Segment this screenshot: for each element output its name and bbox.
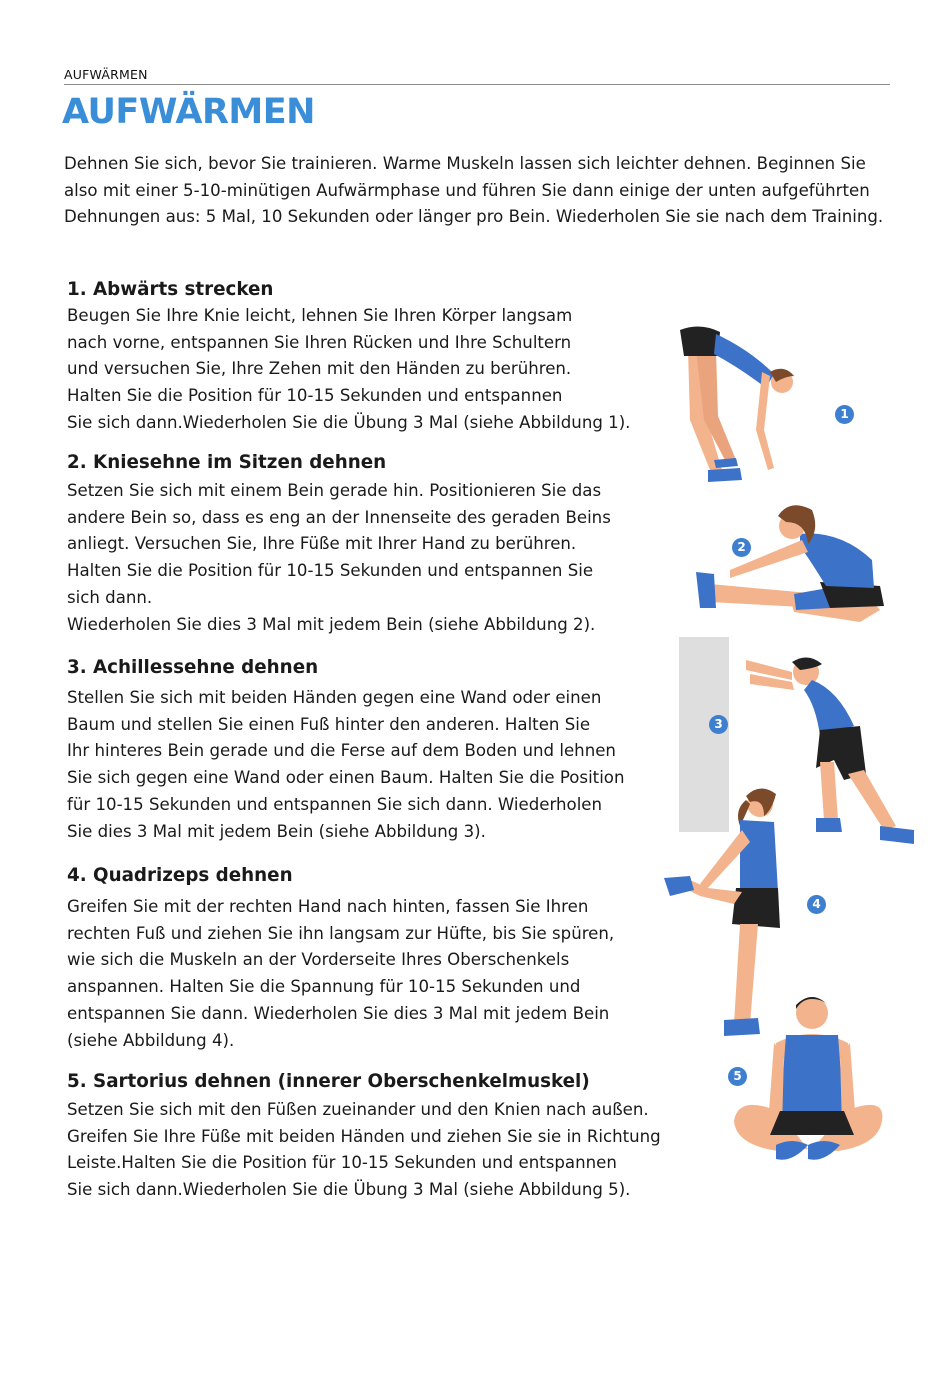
step-1-title: 1. Abwärts strecken — [67, 279, 274, 300]
figure-2-badge: 2 — [732, 538, 751, 557]
step-5-title: 5. Sartorius dehnen (innerer Oberschenkelmuskel) — [67, 1071, 590, 1092]
butterfly-stretch-illustration — [728, 985, 888, 1170]
page-title: AUFWÄRMEN — [62, 92, 315, 132]
running-header: AUFWÄRMEN — [64, 67, 148, 82]
figure-4-badge: 4 — [807, 895, 826, 914]
forward-bend-illustration — [670, 320, 800, 500]
figure-3-badge: 3 — [709, 715, 728, 734]
step-3-body: Stellen Sie sich mit beiden Händen gegen eine Wand oder einen Baum und stellen Sie einen Fuß hinter den anderen. Halten Sie Ihr hinteres Bein gerade und die Ferse auf dem Boden und lehnen Sie sich gegen eine Wand oder einen Baum. Halten Sie die Position für 10-15 Sekunden und entspannen Sie sich dann. Wiederholen Sie dies 3 Mal mit jedem Bein (siehe Abbildung 3). — [67, 688, 625, 841]
intro-paragraph: Dehnen Sie sich, bevor Sie trainieren. Warme Muskeln lassen sich leichter dehnen. Beginnen Sie also mit einer 5-10-minütigen Aufwärmphase und führen Sie dann einige der unten aufgeführten Dehnungen aus: 5 Mal, 10 Sekunden oder länger pro Bein. Wiederholen Sie sie nach dem Training. — [64, 154, 884, 227]
step-4-body: Greifen Sie mit der rechten Hand nach hinten, fassen Sie Ihren rechten Fuß und ziehen Sie ihn langsam zur Hüfte, bis Sie spüren, wie sich die Muskeln an der Vorderseite Ihres Oberschenkels anspannen. Halten Sie die Spannung für 10-15 Sekunden und entspannen Sie dann. Wiederholen Sie dies 3 Mal mit jedem Bein (siehe Abbildung 4). — [67, 897, 615, 1050]
step-1-body: Beugen Sie Ihre Knie leicht, lehnen Sie Ihren Körper langsam nach vorne, entspannen Sie Ihren Rücken und Ihre Schultern und versuchen Sie, Ihre Zehen mit den Händen zu berühren. Halten Sie die Position für 10-15 Sekunden und entspannen Sie sich dann.Wiederholen Sie die Übung 3 Mal (siehe Abbildung 1). — [67, 306, 631, 432]
step-2-title: 2. Kniesehne im Sitzen dehnen — [67, 452, 387, 473]
step-5-body: Setzen Sie sich mit den Füßen zueinander und den Knien nach außen. Greifen Sie Ihre Füße mit beiden Händen und ziehen Sie sie in Richtung Leiste.Halten Sie die Position für 10-15 Sekunden und entspannen Sie sich dann.Wiederholen Sie die Übung 3 Mal (siehe Abbildung 5). — [67, 1100, 661, 1200]
step-2-body: Setzen Sie sich mit einem Bein gerade hin. Positionieren Sie das andere Bein so, dass es eng an der Innenseite des geraden Beins anliegt. Versuchen Sie, Ihre Füße mit Ihrer Hand zu berühren. Halten Sie die Position für 10-15 Sekunden und entspannen Sie sich dann. Wiederholen Sie dies 3 Mal mit jedem Bein (siehe Abbildung 2). — [67, 481, 611, 634]
header-divider — [64, 84, 890, 85]
step-3-title: 3. Achillessehne dehnen — [67, 657, 319, 678]
step-4-title: 4. Quadrizeps dehnen — [67, 865, 293, 886]
figure-1-badge: 1 — [835, 405, 854, 424]
seated-hamstring-illustration — [690, 490, 890, 625]
figure-5-badge: 5 — [728, 1067, 747, 1086]
